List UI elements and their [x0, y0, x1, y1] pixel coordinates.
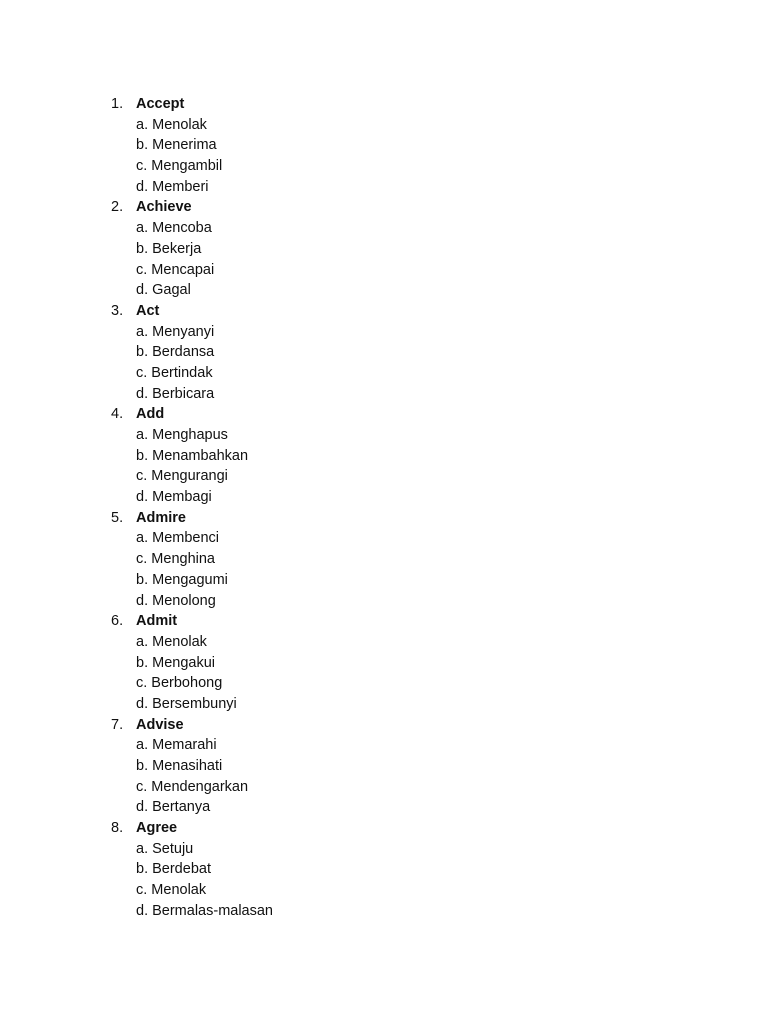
- question-word: Advise: [136, 716, 184, 733]
- question-number: 2.: [111, 199, 124, 216]
- answer-option: d. Gagal: [136, 282, 191, 299]
- question-header: [0, 301, 768, 322]
- question-header: [0, 508, 768, 529]
- answer-option: d. Memberi: [136, 178, 209, 195]
- answer-option: a. Menolak: [136, 116, 207, 133]
- question-item: [0, 301, 768, 404]
- question-item: [0, 94, 768, 197]
- question-header: [0, 94, 768, 115]
- question-header: [0, 818, 768, 839]
- question-item: [0, 818, 768, 921]
- question-header: [0, 197, 768, 218]
- answer-option: b. Bekerja: [136, 240, 202, 257]
- question-word: Admit: [136, 613, 178, 630]
- question-number: 5.: [111, 509, 124, 526]
- question-header: [0, 715, 768, 736]
- answer-option: c. Menolak: [136, 882, 207, 899]
- question-item: [0, 404, 768, 507]
- answer-option: a. Menyanyi: [136, 323, 215, 340]
- answer-option: b. Mengagumi: [136, 571, 228, 588]
- answer-option: c. Mencapai: [136, 261, 215, 278]
- question-number: 8.: [111, 820, 124, 837]
- answer-option: d. Berbicara: [136, 385, 215, 402]
- answer-option: c. Berbohong: [136, 675, 223, 692]
- answer-option: b. Berdansa: [136, 344, 215, 361]
- answer-option: c. Mengambil: [136, 158, 223, 175]
- answer-option: a. Setuju: [136, 840, 194, 857]
- question-header: [0, 404, 768, 425]
- question-word: Agree: [136, 820, 178, 837]
- question-word: Add: [136, 406, 165, 423]
- answer-option: b. Menambahkan: [136, 447, 249, 464]
- answer-option: d. Bersembunyi: [136, 695, 237, 712]
- question-item: [0, 197, 768, 300]
- answer-option: a. Menghapus: [136, 427, 228, 443]
- question-item: [0, 611, 768, 714]
- answer-option: b. Menerima: [136, 137, 217, 154]
- answer-option: d. Bertanya: [136, 799, 211, 816]
- answer-option: c. Mendengarkan: [136, 778, 249, 795]
- question-word: Act: [136, 302, 160, 319]
- answer-option: d. Menolong: [136, 592, 216, 609]
- question-word: Accept: [136, 96, 185, 112]
- question-word: Admire: [136, 509, 186, 526]
- question-number: 3.: [111, 302, 124, 319]
- question-word: Achieve: [136, 199, 192, 216]
- question-number: 6.: [111, 613, 124, 630]
- answer-option: b. Berdebat: [136, 861, 211, 878]
- answer-option: a. Memarahi: [136, 737, 217, 754]
- answer-option: a. Menolak: [136, 633, 207, 650]
- question-number: 4.: [111, 406, 124, 423]
- answer-option: c. Mengurangi: [136, 468, 228, 485]
- question-header: [0, 611, 768, 632]
- question-number: 1.: [111, 96, 124, 112]
- question-item: [0, 715, 768, 818]
- answer-option: b. Menasihati: [136, 758, 223, 774]
- answer-option: a. Mencoba: [136, 220, 212, 237]
- answer-option: c. Menghina: [136, 551, 215, 568]
- answer-option: d. Bermalas-malasan: [136, 902, 273, 919]
- question-item: [0, 508, 768, 611]
- answer-option: b. Mengakui: [136, 654, 215, 671]
- answer-option: d. Membagi: [136, 489, 212, 506]
- answer-option: a. Membenci: [136, 530, 220, 547]
- answer-option: c. Bertindak: [136, 364, 213, 381]
- question-number: 7.: [111, 716, 124, 733]
- vocabulary-quiz-document: [0, 94, 768, 922]
